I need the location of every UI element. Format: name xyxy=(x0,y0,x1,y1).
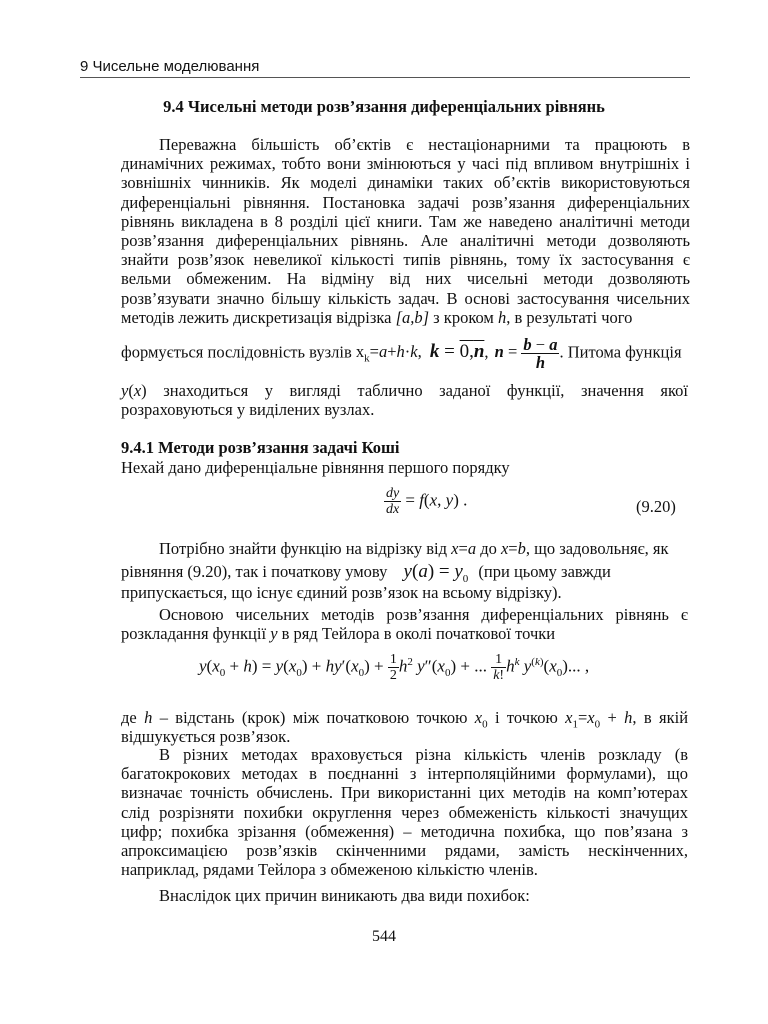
intro-mid-text: з кроком xyxy=(433,307,494,327)
para2-text-d: рівняння (9.20), так і початкову умову xyxy=(121,562,388,581)
para6: Внаслідок цих причин виникають два види похибок: xyxy=(159,886,530,905)
para2-line3: припускається, що існує єдиний розв’язок на всьому відрізку). xyxy=(121,583,562,602)
k-range-formula: k = 0,n xyxy=(429,341,485,363)
k-fact-fraction: $\frac{1}{k!}$ xyxy=(493,652,505,683)
page-number: 544 xyxy=(372,928,396,945)
para4: де h – відстань (крок) між початковою точкою $x_0$ і точкою $x_1=x_0 + h$, в якій відшукується розв’язок. xyxy=(121,708,689,747)
equation-number: (9.20) xyxy=(636,497,676,516)
para2-line1: Потрібно знайти функцію на відрізку від x=a до x=b, що задовольняє, як xyxy=(159,539,669,558)
para4-text-c: і точкою xyxy=(494,708,558,727)
initial-condition: $y(a) = y_0$ xyxy=(403,561,469,585)
nodes-formula: $x_k=a+h\cdot k$, xyxy=(355,342,422,365)
para4-text-d: , в якій відшукується розв’язок. xyxy=(121,708,689,747)
para4-text-b: – відстань (крок) між початковою точкою xyxy=(159,708,468,727)
para3-text: Основою чисельних методів розв’язання диференціальних рівнянь є розкладання функції xyxy=(121,605,688,644)
dy-dx-fraction: $\frac{dy}{dx}$ xyxy=(386,486,400,517)
subsection-lead: Нехай дано диференціальне рівняння першого порядку xyxy=(121,458,510,477)
para4-text-a: де xyxy=(121,708,137,727)
header-rule xyxy=(80,77,690,78)
running-header xyxy=(80,58,259,75)
para2-text-a: Потрібно знайти функцію на відрізку від xyxy=(159,539,448,558)
intro-last-text: знаходиться у вигляді таблично заданої функції, значення якої розраховуються у виділених вузлах. xyxy=(121,381,689,420)
n-fraction: $\frac{b - a}{h}$ xyxy=(523,335,558,372)
para3: Основою чисельних методів розв’язання диференціальних рівнянь є розкладання функції y в ряд Тейлора в околі початкової точки xyxy=(121,605,688,644)
intro-end-text: , в результаті чого xyxy=(506,307,633,327)
nodes-line: формується послідовність вузлів $x_k=a+h\cdot k$, k = 0,n, n = $\frac{b - a}{h}$ . Питома функція xyxy=(121,335,682,372)
equation-9-20: $\frac{dy}{dx}$ = f(x, y) . xyxy=(386,486,468,517)
intro-text: Переважна більшість об’єктів є нестаціонарними та працюють в динамічних режимах, тобто вони змінюються у часі під впливом внутрішніх і зовнішніх чинників. Як моделі динаміки таких об’єктів використовуються диференціальні рівняння. Постановка задачі розв’язання диференціальних рівнянь викладена в 8 розділі цієї книги. Там же наведено аналітичні методи розв’язання диференціальних рівнянь. Але аналітичні методи дозволяють знайти розв’язок невеликої кількості типів рівнянь, тому їх застосування є вельми обмеженим. На відміну від них чисельні методи дозволяють розв’язувати значно більшу кількість задач. В основі застосування чисельних методів лежить дискретизація відрізка xyxy=(121,135,690,327)
running-title: 9 Чисельне моделювання xyxy=(80,58,260,75)
para2-text-e: (при цьому завжди xyxy=(478,562,611,581)
section-title: 9.4 Чисельні методи розв’язання диференціальних рівнянь xyxy=(163,97,605,116)
n-formula: n = $\frac{b - a}{h}$ xyxy=(494,335,558,372)
subsection-title: 9.4.1 Методи розв’язання задачі Коші xyxy=(121,438,400,457)
nodes-text: формується послідовність вузлів xyxy=(121,342,352,362)
nodes-suffix: . Питома функція xyxy=(559,342,682,362)
intro-last-line: y(x) знаходиться у вигляді таблично заданої функції, значення якої розраховуються у виділених вузлах. xyxy=(121,381,689,420)
para2-text-b: до xyxy=(480,539,497,558)
para3-text-end: в ряд Тейлора в околі початкової точки xyxy=(281,624,556,644)
para2-text-c: , що задовольняє, як xyxy=(525,539,669,558)
taylor-formula: $y(x_0 + h) = y(x_0) + hy'(x_0)$ + $\frac{1}{2}$ $h^2$ $y''(x_0)$ + ... $\frac{1}{k!}$ $h^k$ $y^{(k)}(x_0)$... , xyxy=(199,652,590,683)
half-fraction: $\frac{1}{2}$ xyxy=(389,652,397,683)
para2-line2 xyxy=(121,561,611,583)
intro-paragraph: Переважна більшість об’єктів є нестаціонарними та працюють в динамічних режимах, тобто вони змінюються у часі під впливом внутрішніх і зовнішніх чинників. Як моделі динаміки таких об’єктів використовуються диференціальні рівняння. Постановка задачі розв’язання диференціальних рівнянь викладена в 8 розділі цієї книги. Там же наведено аналітичні методи розв’язання диференціальних рівнянь. Але аналітичні методи дозволяють знайти розв’язок невеликої кількості типів рівнянь, тому їх застосування є вельми обмеженим. На відміну від них чисельні методи дозволяють розв’язувати значно більшу кількість задач. В основі застосування чисельних методів лежить дискретизація відрізка [a,b] з кроком h, в результаті чого xyxy=(121,135,690,327)
para5: В різних методах враховується різна кількість членів розкладу (в багатокрокових методах в поєднанні з інтерполяційними формулами), що визначає точність обчислень. При використанні цих методів на комп’ютерах слід розрізняти похибки округлення через обмеженість кількості значущих цифр; похибка зрізання (обмеження) – методична похибка, що пов’язана з апроксимацією розв’язків скінченними рядами, замість нескінченних, наприклад, рядами Тейлора з обмеженою кількістю членів. xyxy=(121,745,688,880)
